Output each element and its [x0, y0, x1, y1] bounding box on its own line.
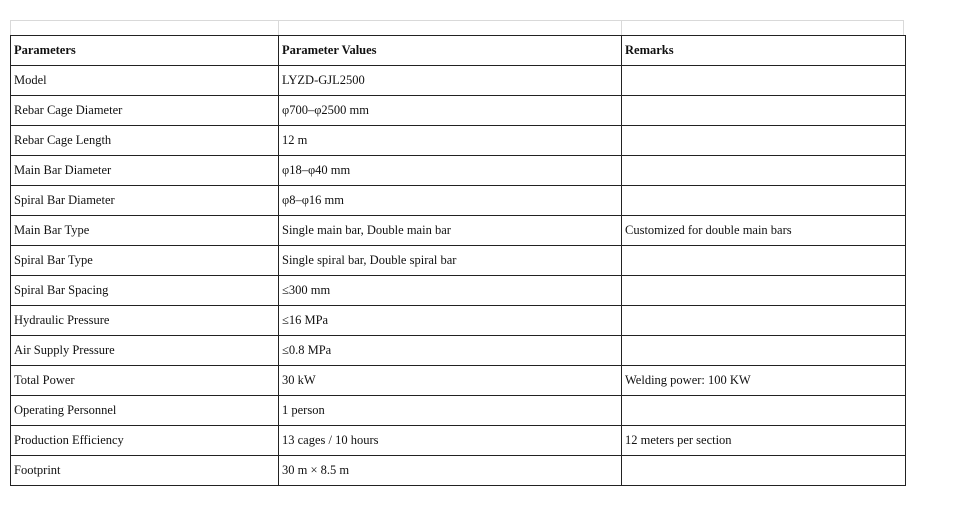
value-cell: 12 m — [279, 126, 622, 156]
parameter-cell: Main Bar Diameter — [11, 156, 279, 186]
value-cell: φ18–φ40 mm — [279, 156, 622, 186]
table-row — [11, 456, 906, 486]
table-row — [11, 246, 906, 276]
value-cell: ≤16 MPa — [279, 306, 622, 336]
table-row — [11, 426, 906, 456]
parameter-cell: Hydraulic Pressure — [11, 306, 279, 336]
value-cell: φ8–φ16 mm — [279, 186, 622, 216]
parameter-cell: Total Power — [11, 366, 279, 396]
table-row — [11, 96, 906, 126]
remark-cell — [622, 246, 906, 276]
table-row — [11, 156, 906, 186]
parameter-cell: Air Supply Pressure — [11, 336, 279, 366]
value-cell: 30 m × 8.5 m — [279, 456, 622, 486]
value-cell: Single spiral bar, Double spiral bar — [279, 246, 622, 276]
parameter-cell: Spiral Bar Spacing — [11, 276, 279, 306]
parameter-cell: Spiral Bar Type — [11, 246, 279, 276]
remark-cell — [622, 276, 906, 306]
remark-cell: Customized for double main bars — [622, 216, 906, 246]
table-row — [11, 216, 906, 246]
header-parameters: Parameters — [11, 36, 279, 66]
parameter-cell: Production Efficiency — [11, 426, 279, 456]
table-row — [11, 186, 906, 216]
parameter-cell: Operating Personnel — [11, 396, 279, 426]
parameter-cell: Footprint — [11, 456, 279, 486]
column-divider — [621, 21, 622, 36]
table-row — [11, 396, 906, 426]
header-parameter-values: Parameter Values — [279, 36, 622, 66]
value-cell: φ700–φ2500 mm — [279, 96, 622, 126]
specifications-table — [10, 35, 906, 486]
table-row — [11, 126, 906, 156]
remark-cell — [622, 66, 906, 96]
remark-cell: 12 meters per section — [622, 426, 906, 456]
table-row — [11, 336, 906, 366]
parameter-cell: Model — [11, 66, 279, 96]
parameter-cell: Main Bar Type — [11, 216, 279, 246]
table-row — [11, 66, 906, 96]
parameter-cell: Rebar Cage Diameter — [11, 96, 279, 126]
value-cell: ≤0.8 MPa — [279, 336, 622, 366]
remark-cell — [622, 306, 906, 336]
table-header-row — [11, 36, 906, 66]
remark-cell — [622, 336, 906, 366]
remark-cell — [622, 396, 906, 426]
table-row — [11, 306, 906, 336]
remark-cell: Welding power: 100 KW — [622, 366, 906, 396]
remark-cell — [622, 126, 906, 156]
empty-header-row — [10, 20, 904, 35]
value-cell: ≤300 mm — [279, 276, 622, 306]
value-cell: 13 cages / 10 hours — [279, 426, 622, 456]
parameter-cell: Rebar Cage Length — [11, 126, 279, 156]
remark-cell — [622, 456, 906, 486]
value-cell: 1 person — [279, 396, 622, 426]
remark-cell — [622, 156, 906, 186]
remark-cell — [622, 96, 906, 126]
column-divider — [278, 21, 279, 36]
header-remarks: Remarks — [622, 36, 906, 66]
value-cell: 30 kW — [279, 366, 622, 396]
value-cell: Single main bar, Double main bar — [279, 216, 622, 246]
parameter-cell: Spiral Bar Diameter — [11, 186, 279, 216]
table-row — [11, 276, 906, 306]
remark-cell — [622, 186, 906, 216]
value-cell: LYZD-GJL2500 — [279, 66, 622, 96]
table-row — [11, 366, 906, 396]
